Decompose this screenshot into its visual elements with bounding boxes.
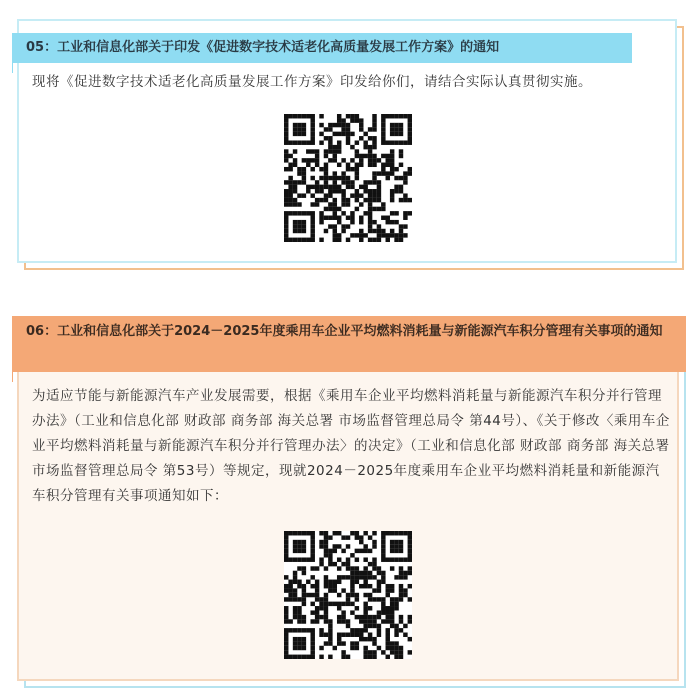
notice-body: 现将《促进数字技术适老化高质量发展工作方案》印发给你们，请结合实际认真贯彻实施。 bbox=[32, 74, 592, 90]
qr-code-graphic bbox=[284, 531, 412, 659]
notice-title: 05：工业和信息化部关于印发《促进数字技术适老化高质量发展工作方案》的通知 bbox=[12, 33, 632, 63]
notice-title: 06：工业和信息化部关于2024－2025年度乘用车企业平均燃料消耗量与新能源汽车积分管理有关事项的通知 bbox=[12, 316, 686, 372]
notice-card-06 bbox=[0, 300, 698, 700]
notice-card-05 bbox=[0, 0, 698, 280]
qr-code-icon[interactable] bbox=[284, 531, 412, 659]
qr-code-graphic bbox=[284, 114, 412, 242]
title-bar-tick bbox=[12, 63, 13, 73]
title-bar-tick bbox=[12, 372, 13, 382]
qr-code-icon[interactable] bbox=[284, 114, 412, 242]
notice-body: 为适应节能与新能源汽车产业发展需要，根据《乘用车企业平均燃料消耗量与新能源汽车积分并行管理办法》（工业和信息化部 财政部 商务部 海关总署 市场监督管理总局令 第44号）、《关于修改〈乘用车企业平均燃料消耗量与新能源汽车积分并行管理办法〉的决定》（工业和信息化部 财政部 商务部 海关总署 市场监督管理总局令 第53号）等规定，现就2024－2025年度乘用车企业平均燃料消耗量和新能源汽车积分管理有关事项通知如下： bbox=[32, 388, 670, 504]
